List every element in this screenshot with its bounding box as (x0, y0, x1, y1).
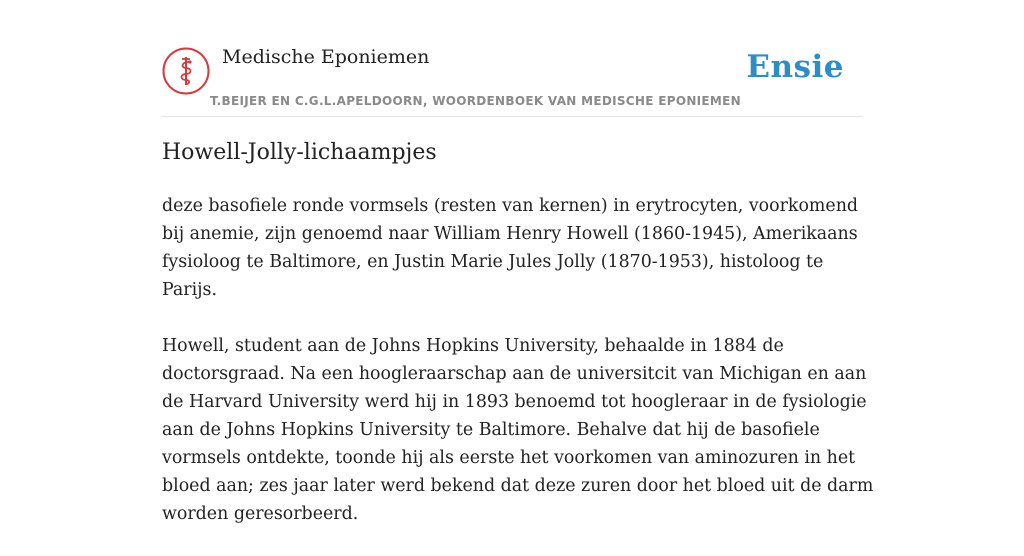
source-credit: T.BEIJER EN C.G.L.APELDOORN, WOORDENBOEK VAN MEDISCHE EPONIEMEN (210, 94, 742, 108)
page (162, 0, 874, 524)
header (162, 0, 862, 117)
paragraph: deze basofiele ronde vormsels (resten van kernen) in erytrocyten, voorkomend bij anemie, zijn genoemd naar William Henry Howell (1860-1945), Amerikaans fysioloog te Baltimore, en Justin Marie Jules Jolly (1870-1953), histoloog te Parijs. (162, 196, 859, 300)
paragraph: Howell, student aan de Johns Hopkins University, behaalde in 1884 de doctorsgraad. Na een hoogleraarschap aan de universitcit van Michigan en aan de Harvard University werd hij in 1893 benoemd tot hoogleraar in de fysiologie aan de Johns Hopkins University te Baltimore. Behalve dat hij de basofiele vormsels ontdekte, toonde hij als eerste het voorkomen van aminozuren in het bloed aan; zes jaar later werd bekend dat deze zuren door het bloed uit de darm worden geresorbeerd. (162, 336, 874, 524)
brand-logo[interactable]: Ensie (746, 49, 844, 85)
article-body (162, 192, 882, 556)
medical-snake-icon[interactable] (162, 47, 210, 95)
article-title: Howell-Jolly-lichaampjes (162, 140, 437, 165)
section-title[interactable]: Medische Eponiemen (222, 46, 430, 68)
